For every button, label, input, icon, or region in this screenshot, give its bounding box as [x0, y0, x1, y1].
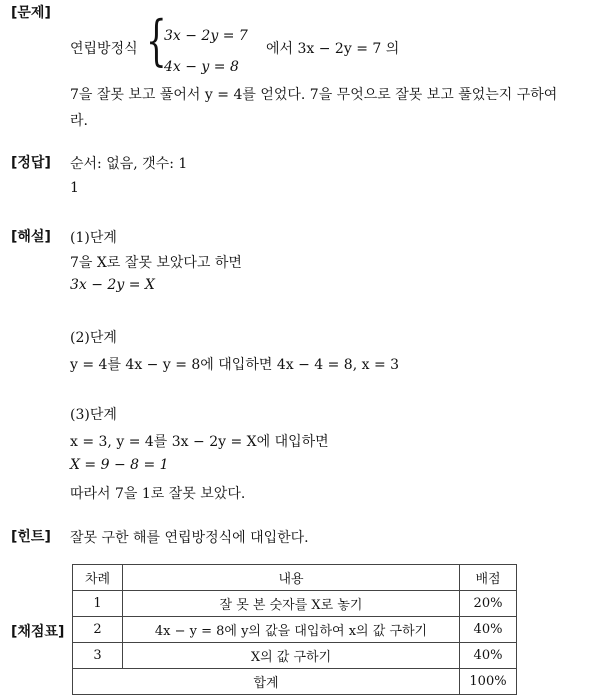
step3-conclusion: 따라서 7을 1로 잘못 보았다.	[70, 486, 246, 502]
problem-label: [문제]	[11, 5, 51, 21]
explanation-label: [해설]	[11, 229, 51, 245]
rubric-cell-content: 잘 못 본 숫자를 X로 놓기	[123, 591, 460, 617]
system-equation-1: 3x − 2y = 7	[164, 28, 248, 44]
rubric-cell-order: 3	[73, 643, 123, 669]
rubric-cell-score: 20%	[460, 591, 517, 617]
rubric-total-label: 합계	[73, 669, 460, 695]
hint-text: 잘못 구한 해를 연립방정식에 대입한다.	[70, 530, 309, 546]
step2-text: y = 4를 4x − y = 8에 대입하면 4x − 4 = 8, x = 3	[70, 357, 400, 373]
step1-equation: 3x − 2y = X	[70, 277, 155, 293]
problem-question: 7을 잘못 보고 풀어서 y = 4를 얻었다. 7을 무엇으로 잘못 보고 풀었는지 구하여	[70, 87, 558, 103]
rubric-table	[72, 564, 517, 695]
answer-value: 1	[70, 180, 79, 196]
step3-title: (3)단계	[70, 407, 117, 423]
rubric-header-content: 내용	[123, 565, 460, 591]
problem-condition: 에서 3x − 2y = 7 의	[266, 41, 400, 57]
step3-equation: X = 9 − 8 = 1	[70, 457, 169, 473]
rubric-row	[73, 617, 517, 643]
rubric-header-order: 차례	[73, 565, 123, 591]
rubric-cell-content: X의 값 구하기	[123, 643, 460, 669]
rubric-row	[73, 591, 517, 617]
rubric-header-score: 배점	[460, 565, 517, 591]
answer-label: [정답]	[11, 155, 51, 171]
rubric-cell-score: 40%	[460, 617, 517, 643]
step1-text: 7을 X로 잘못 보았다고 하면	[70, 255, 242, 271]
system-brace: {	[146, 9, 167, 72]
rubric-cell-order: 2	[73, 617, 123, 643]
system-equation-2: 4x − y = 8	[164, 59, 239, 75]
rubric-label: [채점표]	[11, 624, 65, 640]
step1-title: (1)단계	[70, 230, 117, 246]
hint-label: [힌트]	[11, 529, 51, 545]
step2-title: (2)단계	[70, 330, 117, 346]
rubric-total-row	[73, 669, 517, 695]
rubric-total-score: 100%	[460, 669, 517, 695]
problem-intro: 연립방정식	[70, 41, 138, 57]
rubric-cell-content: 4x − y = 8에 y의 값을 대입하여 x의 값 구하기	[123, 617, 460, 643]
answer-meta: 순서: 없음, 갯수: 1	[70, 156, 188, 172]
problem-question-end: 라.	[70, 113, 88, 129]
rubric-header-row	[73, 565, 517, 591]
rubric-row	[73, 643, 517, 669]
rubric-cell-order: 1	[73, 591, 123, 617]
rubric-cell-score: 40%	[460, 643, 517, 669]
step3-text: x = 3, y = 4를 3x − 2y = X에 대입하면	[70, 434, 329, 450]
